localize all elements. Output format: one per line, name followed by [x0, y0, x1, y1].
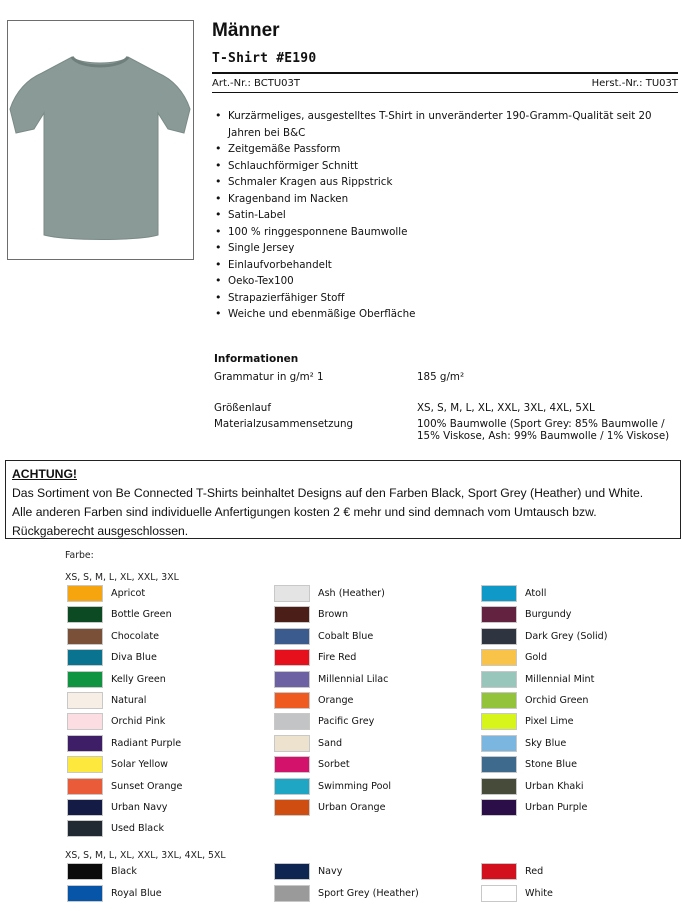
color-label-millennial-mint: Millennial Mint	[525, 673, 595, 685]
color-label-sport-grey-heather: Sport Grey (Heather)	[318, 888, 419, 899]
color-label-millennial-lilac: Millennial Lilac	[318, 673, 389, 685]
color-swatch-brown	[274, 606, 310, 623]
color-swatch-orchid-pink	[67, 713, 103, 730]
feature-item: • 100 % ringgesponnene Baumwolle	[214, 224, 674, 241]
color-swatch-black	[67, 863, 103, 880]
color-label-orange: Orange	[318, 695, 354, 706]
color-swatch-sunset-orange	[67, 778, 103, 795]
color-label-fire-red: Fire Red	[318, 652, 357, 664]
color-label-sorbet: Sorbet	[318, 759, 350, 771]
color-label-ash-heather: Ash (Heather)	[318, 588, 385, 599]
color-swatch-natural	[67, 692, 103, 709]
color-label-urban-purple: Urban Purple	[525, 802, 588, 813]
color-label-swimming-pool: Swimming Pool	[318, 780, 392, 792]
color-swatch-stone-blue	[481, 756, 517, 773]
color-swatch-radiant-purple	[67, 735, 103, 752]
color-label-stone-blue: Stone Blue	[525, 759, 577, 771]
feature-item: • Single Jersey	[214, 240, 674, 257]
color-label-apricot: Apricot	[111, 588, 146, 599]
warning-line-1: Das Sortiment von Be Connected T-Shirts beinhaltet Designs auf den Farben Black, Sport Grey (Heather) und White.	[12, 486, 644, 500]
color-label-natural: Natural	[111, 695, 147, 706]
color-swatch-white	[481, 885, 517, 902]
color-swatch-swimming-pool	[274, 778, 310, 795]
color-label-chocolate: Chocolate	[111, 630, 160, 642]
color-label-urban-orange: Urban Orange	[318, 802, 386, 813]
color-swatch-urban-navy	[67, 799, 103, 816]
color-swatch-fire-red	[274, 649, 310, 666]
warning-line-3: Rückgaberecht ausgeschlossen.	[12, 524, 189, 538]
color-label-royal-blue: Royal Blue	[111, 888, 162, 899]
color-label-sunset-orange: Sunset Orange	[111, 780, 183, 792]
color-label-cobalt-blue: Cobalt Blue	[318, 630, 374, 642]
product-image-frame	[7, 20, 194, 260]
color-label-bottle-green: Bottle Green	[111, 609, 172, 621]
color-swatch-royal-blue	[67, 885, 103, 902]
color-swatch-pixel-lime	[481, 713, 517, 730]
color-swatch-sky-blue	[481, 735, 517, 752]
color-label-orchid-green: Orchid Green	[525, 695, 589, 706]
warning-title: ACHTUNG!	[12, 467, 77, 481]
color-label-dark-grey-solid: Dark Grey (Solid)	[525, 630, 608, 642]
feature-item: • Kurzärmeliges, ausgestelltes T-Shirt in unveränderter 190-Gramm-Qualität seit 20 Jahren bei B&C	[214, 108, 674, 141]
color-swatch-orange	[274, 692, 310, 709]
color-swatch-diva-blue	[67, 649, 103, 666]
info-label-material: Materialzusammensetzung	[214, 418, 354, 430]
color-label-navy: Navy	[318, 866, 343, 877]
color-swatch-burgundy	[481, 606, 517, 623]
article-number: Art.-Nr.: BCTU03T	[212, 78, 300, 89]
color-swatch-millennial-mint	[481, 671, 517, 688]
product-name: T-Shirt #E190	[212, 51, 317, 66]
color-swatch-pacific-grey	[274, 713, 310, 730]
color-swatch-ash-heather	[274, 585, 310, 602]
color-label-used-black: Used Black	[111, 823, 165, 835]
color-label-pixel-lime: Pixel Lime	[525, 716, 574, 728]
color-label-diva-blue: Diva Blue	[111, 652, 157, 664]
info-label-sizes: Größenlauf	[214, 402, 271, 414]
color-swatch-bottle-green	[67, 606, 103, 623]
info-value-grammatur: 185 g/m²	[417, 371, 465, 383]
color-swatch-chocolate	[67, 628, 103, 645]
color-label-white: White	[525, 888, 553, 899]
color-label-gold: Gold	[525, 652, 548, 664]
feature-item: • Satin-Label	[214, 207, 674, 224]
color-label-pacific-grey: Pacific Grey	[318, 716, 375, 728]
color-label-radiant-purple: Radiant Purple	[111, 737, 182, 749]
header-rule-bottom	[212, 92, 678, 93]
color-label-black: Black	[111, 866, 137, 877]
color-label-sand: Sand	[318, 737, 343, 749]
info-label-grammatur: Grammatur in g/m² 1	[214, 371, 324, 383]
color-label-atoll: Atoll	[525, 588, 547, 599]
feature-item: • Schmaler Kragen aus Rippstrick	[214, 174, 674, 191]
color-label-sky-blue: Sky Blue	[525, 737, 567, 749]
color-label-brown: Brown	[318, 609, 349, 621]
warning-line-2: Alle anderen Farben sind individuelle Anfertigungen kosten 2 € mehr und sind demnach vom Umtausch bzw.	[12, 505, 597, 519]
feature-item: • Zeitgemäße Passform	[214, 141, 674, 158]
color-swatch-dark-grey-solid	[481, 628, 517, 645]
color-label-red: Red	[525, 866, 544, 877]
color-swatch-sand	[274, 735, 310, 752]
color-label-burgundy: Burgundy	[525, 609, 572, 621]
info-heading: Informationen	[214, 353, 299, 365]
color-label-solar-yellow: Solar Yellow	[111, 759, 169, 771]
feature-list	[214, 108, 674, 323]
color-label: Farbe:	[65, 550, 94, 561]
color-swatch-navy	[274, 863, 310, 880]
color-swatch-cobalt-blue	[274, 628, 310, 645]
color-swatch-orchid-green	[481, 692, 517, 709]
color-swatch-urban-khaki	[481, 778, 517, 795]
color-label-kelly-green: Kelly Green	[111, 673, 166, 685]
color-swatch-sport-grey-heather	[274, 885, 310, 902]
color-swatch-kelly-green	[67, 671, 103, 688]
color-swatch-red	[481, 863, 517, 880]
feature-item: • Einlaufvorbehandelt	[214, 257, 674, 274]
color-swatch-atoll	[481, 585, 517, 602]
feature-item: • Kragenband im Nacken	[214, 191, 674, 208]
color-swatch-urban-purple	[481, 799, 517, 816]
manufacturer-number: Herst.-Nr.: TU03T	[591, 78, 678, 89]
header-rule	[212, 72, 678, 74]
color-swatch-apricot	[67, 585, 103, 602]
color-swatch-sorbet	[274, 756, 310, 773]
feature-item: • Strapazierfähiger Stoff	[214, 290, 674, 307]
feature-item: • Schlauchförmiger Schnitt	[214, 158, 674, 175]
info-value-material: 100% Baumwolle (Sport Grey: 85% Baumwolle / 15% Viskose, Ash: 99% Baumwolle / 1% Viskose)	[417, 418, 670, 442]
tshirt-photo-icon	[8, 21, 193, 259]
color-swatch-solar-yellow	[67, 756, 103, 773]
color-swatch-millennial-lilac	[274, 671, 310, 688]
feature-item: • Weiche und ebenmäßige Oberfläche	[214, 306, 674, 323]
product-category-title: Männer	[212, 20, 280, 41]
size-range-group-2: XS, S, M, L, XL, XXL, 3XL, 4XL, 5XL	[65, 850, 226, 861]
size-range-group-1: XS, S, M, L, XL, XXL, 3XL	[65, 572, 179, 583]
warning-box	[5, 460, 681, 539]
feature-item: • Oeko-Tex100	[214, 273, 674, 290]
color-swatch-urban-orange	[274, 799, 310, 816]
color-swatch-used-black	[67, 820, 103, 837]
color-label-urban-navy: Urban Navy	[111, 802, 168, 813]
info-value-sizes: XS, S, M, L, XL, XXL, 3XL, 4XL, 5XL	[417, 402, 595, 414]
color-swatch-gold	[481, 649, 517, 666]
color-label-orchid-pink: Orchid Pink	[111, 716, 166, 728]
color-label-urban-khaki: Urban Khaki	[525, 780, 584, 792]
